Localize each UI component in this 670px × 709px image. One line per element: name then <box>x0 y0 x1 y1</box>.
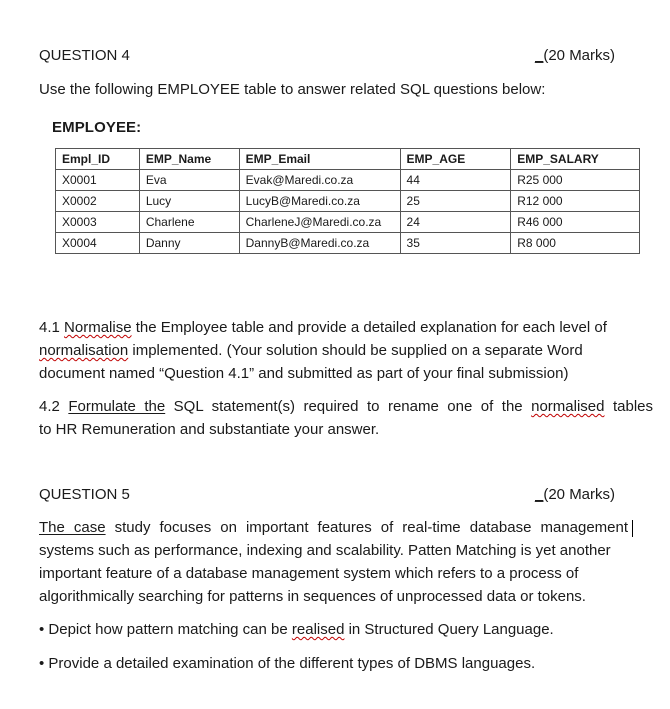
question-5-marks <box>535 486 615 503</box>
underlined-phrase: Formulate the <box>68 398 166 415</box>
bullet-item: • Provide a detailed examination of the different types of DBMS languages. <box>39 655 536 672</box>
text-cursor <box>632 520 633 537</box>
table-cell: 35 <box>400 233 511 254</box>
text-line <box>39 316 639 339</box>
table-cell: X0001 <box>56 170 140 191</box>
spellcheck-word: normalisation <box>39 342 129 359</box>
table-cell: 25 <box>400 191 511 212</box>
marks-lead: _ <box>535 47 544 64</box>
column-header: Empl_ID <box>56 149 140 170</box>
marks-lead: _ <box>535 486 544 503</box>
text-run: SQL statement(s) required to rename one of the <box>165 398 532 415</box>
text-line: algorithmically searching for patterns in sequences of unprocessed data or tokens. <box>39 588 586 605</box>
bullet-item <box>39 618 554 641</box>
column-header: EMP_SALARY <box>511 149 640 170</box>
spellcheck-word: normalised <box>531 398 605 415</box>
table-row <box>56 170 640 191</box>
question-5-heading: QUESTION 5 <box>39 486 130 503</box>
question-4-marks <box>535 47 615 64</box>
column-header: EMP_AGE <box>400 149 511 170</box>
table-cell: 44 <box>400 170 511 191</box>
table-cell: R46 000 <box>511 212 640 233</box>
table-cell: 24 <box>400 212 511 233</box>
text-line <box>39 516 633 539</box>
spellcheck-word: Normalise <box>64 319 132 336</box>
table-header-row <box>56 149 640 170</box>
table-cell: X0004 <box>56 233 140 254</box>
text-line <box>39 339 639 362</box>
table-row <box>56 191 640 212</box>
question-4-2-text <box>39 395 653 441</box>
marks-value: (20 Marks) <box>543 486 616 503</box>
question-4-heading: QUESTION 4 <box>39 47 130 64</box>
question-4-1-text <box>39 316 639 385</box>
table-cell: Danny <box>139 233 239 254</box>
marks-value: (20 Marks) <box>543 47 616 64</box>
employee-table <box>55 148 640 254</box>
text-line: document named “Question 4.1” and submitted as part of your final submission) <box>39 365 569 382</box>
table-row <box>56 233 640 254</box>
table-title: EMPLOYEE: <box>52 119 142 136</box>
column-header: EMP_Email <box>239 149 400 170</box>
table-cell: Evak@Maredi.co.za <box>239 170 400 191</box>
text-run: tables <box>604 398 653 415</box>
table-cell: CharleneJ@Maredi.co.za <box>239 212 400 233</box>
table-cell: Eva <box>139 170 239 191</box>
text-run: 4.1 <box>39 319 65 336</box>
underlined-phrase: The case <box>39 519 106 536</box>
table-cell: X0003 <box>56 212 140 233</box>
text-run: in Structured Query Language. <box>344 621 554 638</box>
table-cell: DannyB@Maredi.co.za <box>239 233 400 254</box>
table-cell: LucyB@Maredi.co.za <box>239 191 400 212</box>
spellcheck-word: realised <box>291 621 345 638</box>
text-line <box>39 395 653 418</box>
table-cell: R25 000 <box>511 170 640 191</box>
table-cell: Lucy <box>139 191 239 212</box>
table-row <box>56 212 640 233</box>
text-run: study focuses on important features of real-time database management <box>105 519 629 536</box>
table-cell: R12 000 <box>511 191 640 212</box>
text-line: systems such as performance, indexing and scalability. Patten Matching is yet another <box>39 542 611 559</box>
question-5-text <box>39 516 633 608</box>
column-header: EMP_Name <box>139 149 239 170</box>
text-run: the Employee table and provide a detailed explanation for each level of <box>131 319 607 336</box>
table-cell: R8 000 <box>511 233 640 254</box>
text-line: important feature of a database management system which refers to a process of <box>39 565 579 582</box>
table-cell: Charlene <box>139 212 239 233</box>
text-run: • Depict how pattern matching can be <box>39 621 292 638</box>
text-run: 4.2 <box>39 398 69 415</box>
question-4-intro: Use the following EMPLOYEE table to answer related SQL questions below: <box>39 81 546 98</box>
text-line: to HR Remuneration and substantiate your answer. <box>39 421 380 438</box>
text-run: implemented. (Your solution should be supplied on a separate Word <box>128 342 583 359</box>
table-cell: X0002 <box>56 191 140 212</box>
